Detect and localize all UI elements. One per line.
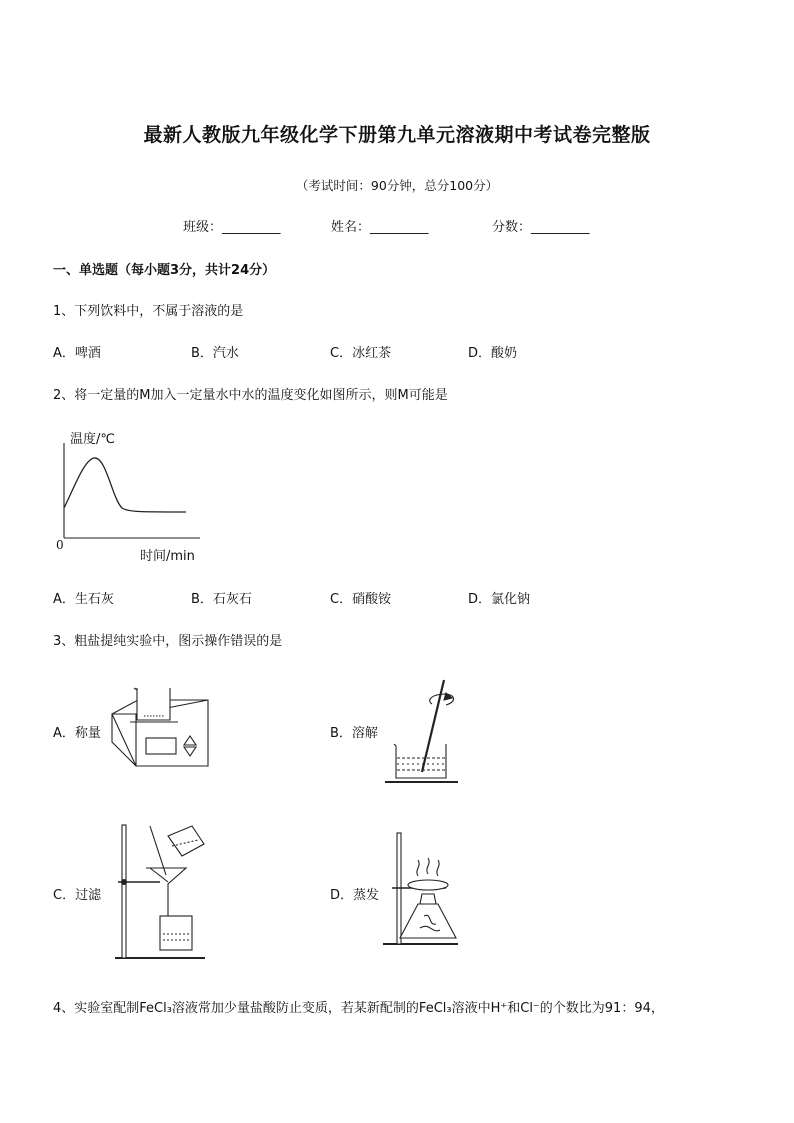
- q1-option-d: D．酸奶: [468, 346, 518, 361]
- q3-option-a: A．称量: [53, 726, 101, 741]
- balance-weighing-diagram: [112, 688, 208, 766]
- q3-option-c: C．过滤: [53, 888, 102, 903]
- temperature-curve: [64, 458, 186, 512]
- q2-option-b: B．石灰石: [191, 592, 252, 607]
- q2-option-a: A．生石灰: [53, 592, 114, 607]
- graph-x-label: 时间/min: [140, 549, 195, 564]
- name-field: 姓名：_________: [331, 220, 429, 235]
- dissolving-beaker-diagram: [385, 680, 458, 782]
- q2-option-d: D．氯化钠: [468, 592, 531, 607]
- exam-subtitle: （考试时间：90分钟，总分100分）: [295, 178, 499, 193]
- q3-option-b: B．溶解: [330, 726, 378, 741]
- q2-option-c: C．硝酸铵: [330, 592, 392, 607]
- q3-option-d: D．蒸发: [330, 888, 380, 903]
- graph-origin-label: 0: [56, 538, 64, 552]
- q1-option-b: B．汽水: [191, 346, 239, 361]
- filtration-diagram: [115, 825, 205, 958]
- graph-y-label: 温度/℃: [70, 432, 115, 447]
- section-heading: 一、单选题（每小题3分，共计24分）: [53, 263, 276, 278]
- class-field: 班级：_________: [183, 220, 281, 235]
- question-2-stem: 2、将一定量的M加入一定量水中水的温度变化如图所示，则M可能是: [53, 388, 448, 403]
- q1-option-c: C．冰红茶: [330, 346, 392, 361]
- evaporation-diagram: [383, 833, 458, 944]
- score-field: 分数：_________: [492, 220, 590, 235]
- question-4-stem: 4、实验室配制FeCl₃溶液常加少量盐酸防止变质，若某新配制的FeCl₃溶液中H⁺和Cl⁻的个数比为91：94，: [53, 1001, 664, 1016]
- question-1-stem: 1、下列饮料中，不属于溶液的是: [53, 304, 244, 319]
- question-3-stem: 3、粗盐提纯实验中，图示操作错误的是: [53, 634, 283, 649]
- graph-axes: [64, 443, 200, 538]
- page-title: 最新人教版九年级化学下册第九单元溶液期中考试卷完整版: [143, 124, 651, 146]
- q1-option-a: A．啤酒: [53, 346, 101, 361]
